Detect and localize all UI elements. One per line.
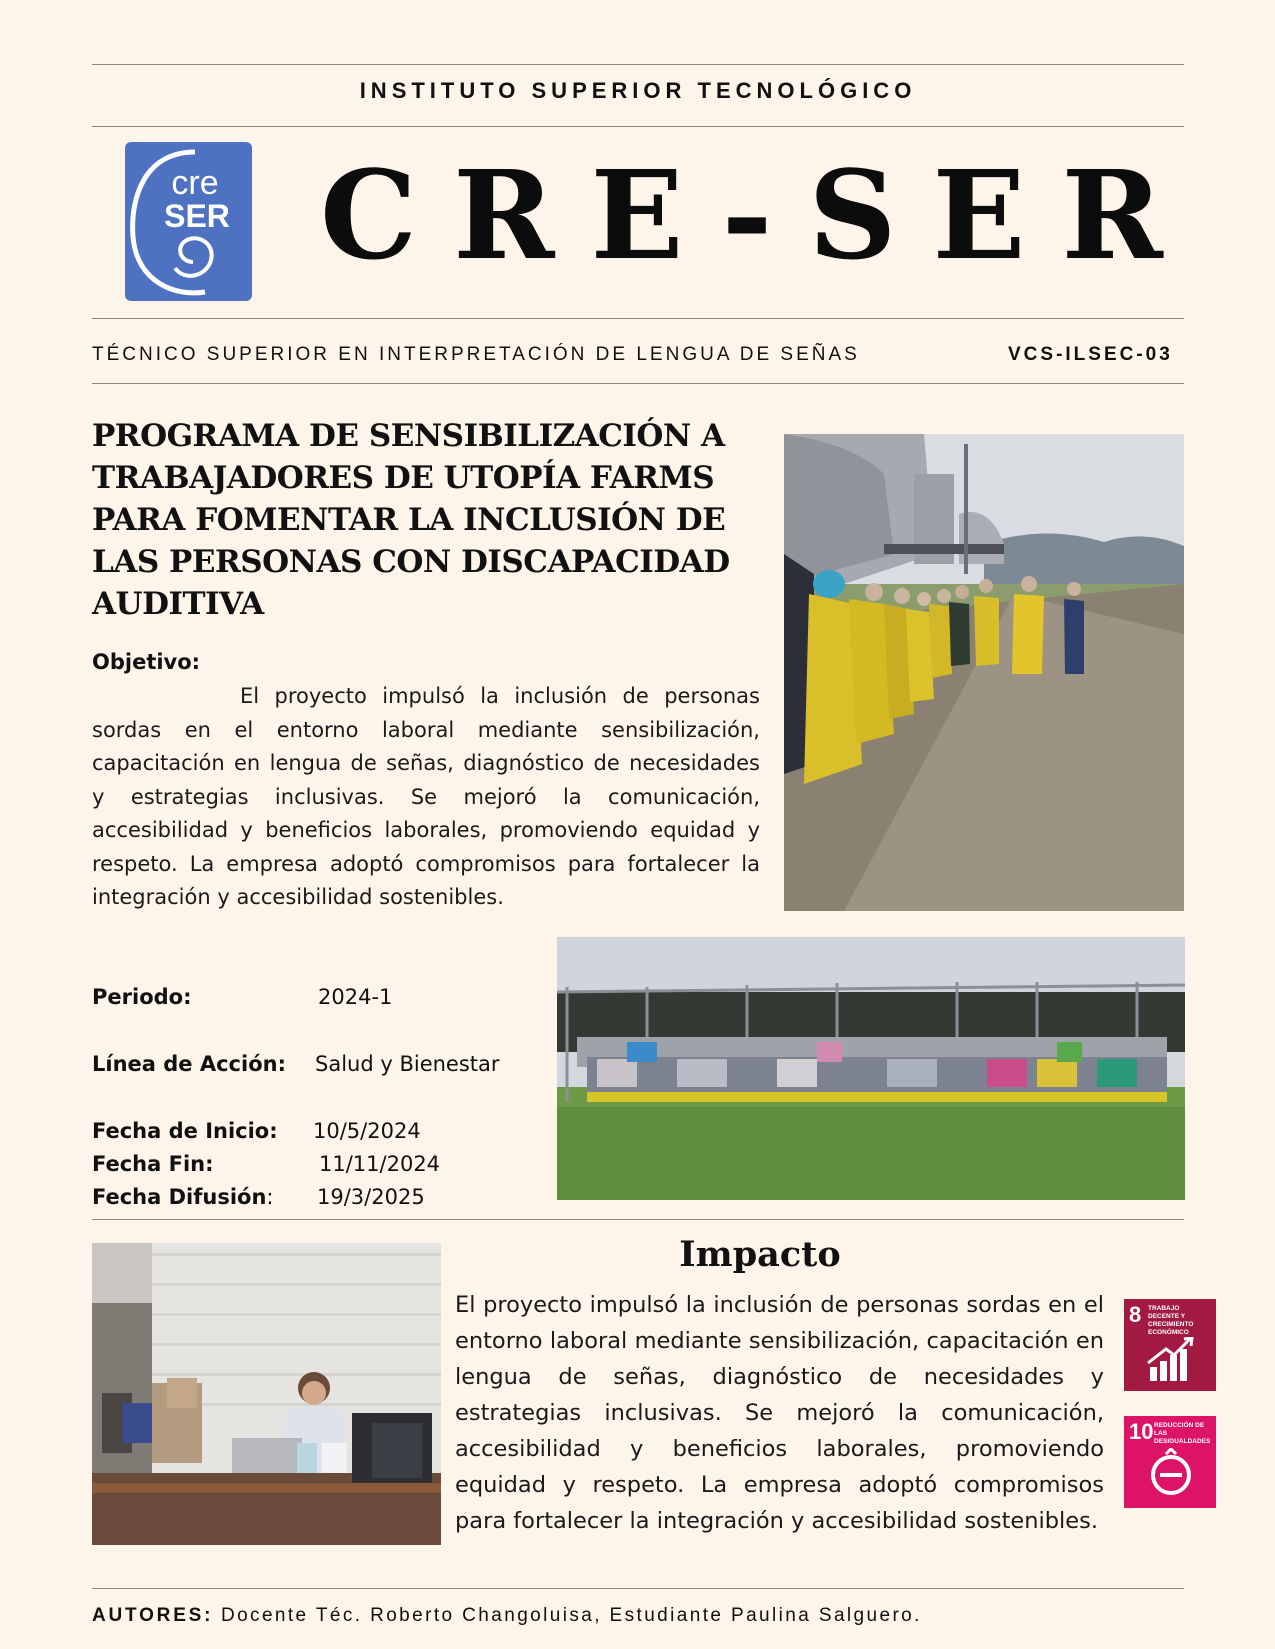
impact-heading: Impacto	[679, 1234, 841, 1275]
sdg-10-text: REDUCCIÓN DE LAS DESIGUALDADES	[1154, 1422, 1211, 1445]
creser-logo	[125, 142, 252, 301]
action-line-label: Línea de Acción:	[92, 1052, 286, 1076]
sdg-10-number: 10	[1129, 1419, 1154, 1444]
diffusion-date-value: 19/3/2025	[317, 1185, 425, 1209]
rule-under-brand	[92, 318, 1184, 319]
brand-title: CRE-SER	[320, 143, 1199, 287]
sdg-8-text: TRABAJO DECENTE Y CRECIMIENTO ECONÓMICO	[1148, 1305, 1194, 1336]
start-date-label: Fecha de Inicio:	[92, 1119, 278, 1143]
action-line-value: Salud y Bienestar	[315, 1052, 500, 1076]
group-seated-photo	[557, 937, 1185, 1200]
logo-spiral-icon	[125, 142, 252, 301]
period-value: 2024-1	[318, 985, 393, 1009]
rule-under-program	[92, 383, 1184, 384]
office-meeting-photo	[92, 1243, 441, 1545]
impact-text: El proyecto impulsó la inclusión de personas sordas en el entorno laboral mediante sensibilización, capacitación en lengua de señas, diagnóstico de necesidades y estrategias inclusivas. Se mejoró la comunicación, accesibilidad y beneficios laborales, promoviendo equidad y respeto. La empresa adoptó compromisos para fortalecer la integración y accesibilidad sostenibles.	[455, 1292, 1104, 1534]
diffusion-date-colon: :	[266, 1185, 274, 1209]
program-name: TÉCNICO SUPERIOR EN INTERPRETACIÓN DE LENGUA DE SEÑAS	[92, 344, 860, 365]
sdg-8-number: 8	[1129, 1302, 1142, 1327]
logo-text-ser: SER	[164, 198, 230, 234]
objective-text: El proyecto impulsó la inclusión de personas sordas en el entorno laboral mediante sensibilización, capacitación en lengua de señas, diagnóstico de necesidades y estrategias inclusivas. Se mejoró la comunicación, accesibilidad y beneficios laborales, promoviendo equidad y respeto. La empresa adoptó compromisos para fortalecer la integración y accesibilidad sostenibles.	[92, 684, 760, 909]
sdg-10-badge	[1124, 1416, 1216, 1508]
end-date-label: Fecha Fin:	[92, 1152, 214, 1176]
period-label: Periodo:	[92, 985, 192, 1009]
rule-above-impact	[92, 1219, 1184, 1220]
project-title: PROGRAMA DE SENSIBILIZACIÓN A TRABAJADORES DE UTOPÍA FARMS PARA FOMENTAR LA INCLUSIÓN DE LAS PERSONAS CON DISCAPACIDAD AUDITIVA	[92, 418, 730, 622]
logo-text-cre: cre	[171, 164, 219, 202]
end-date-value: 11/11/2024	[319, 1152, 441, 1176]
authors-names: Docente Téc. Roberto Changoluisa, Estudiante Paulina Salguero.	[213, 1605, 922, 1626]
institute-name: INSTITUTO SUPERIOR TECNOLÓGICO	[359, 78, 917, 103]
sdg-8-badge	[1124, 1299, 1216, 1391]
top-rule	[92, 64, 1184, 65]
rule-under-institute	[92, 126, 1184, 127]
authors-line	[92, 1605, 922, 1627]
program-code: VCS-ILSEC-03	[1008, 344, 1173, 365]
authors-label: AUTORES:	[92, 1605, 214, 1626]
footer-rule	[92, 1588, 1184, 1589]
objective-label: Objetivo:	[92, 650, 201, 674]
diffusion-date-label	[92, 1185, 274, 1209]
equality-icon	[1146, 1448, 1196, 1498]
start-date-value: 10/5/2024	[313, 1119, 421, 1143]
diffusion-date-label-text: Fecha Difusión	[92, 1185, 267, 1209]
workers-greenhouse-photo	[784, 434, 1184, 911]
growth-chart-icon	[1146, 1337, 1196, 1381]
